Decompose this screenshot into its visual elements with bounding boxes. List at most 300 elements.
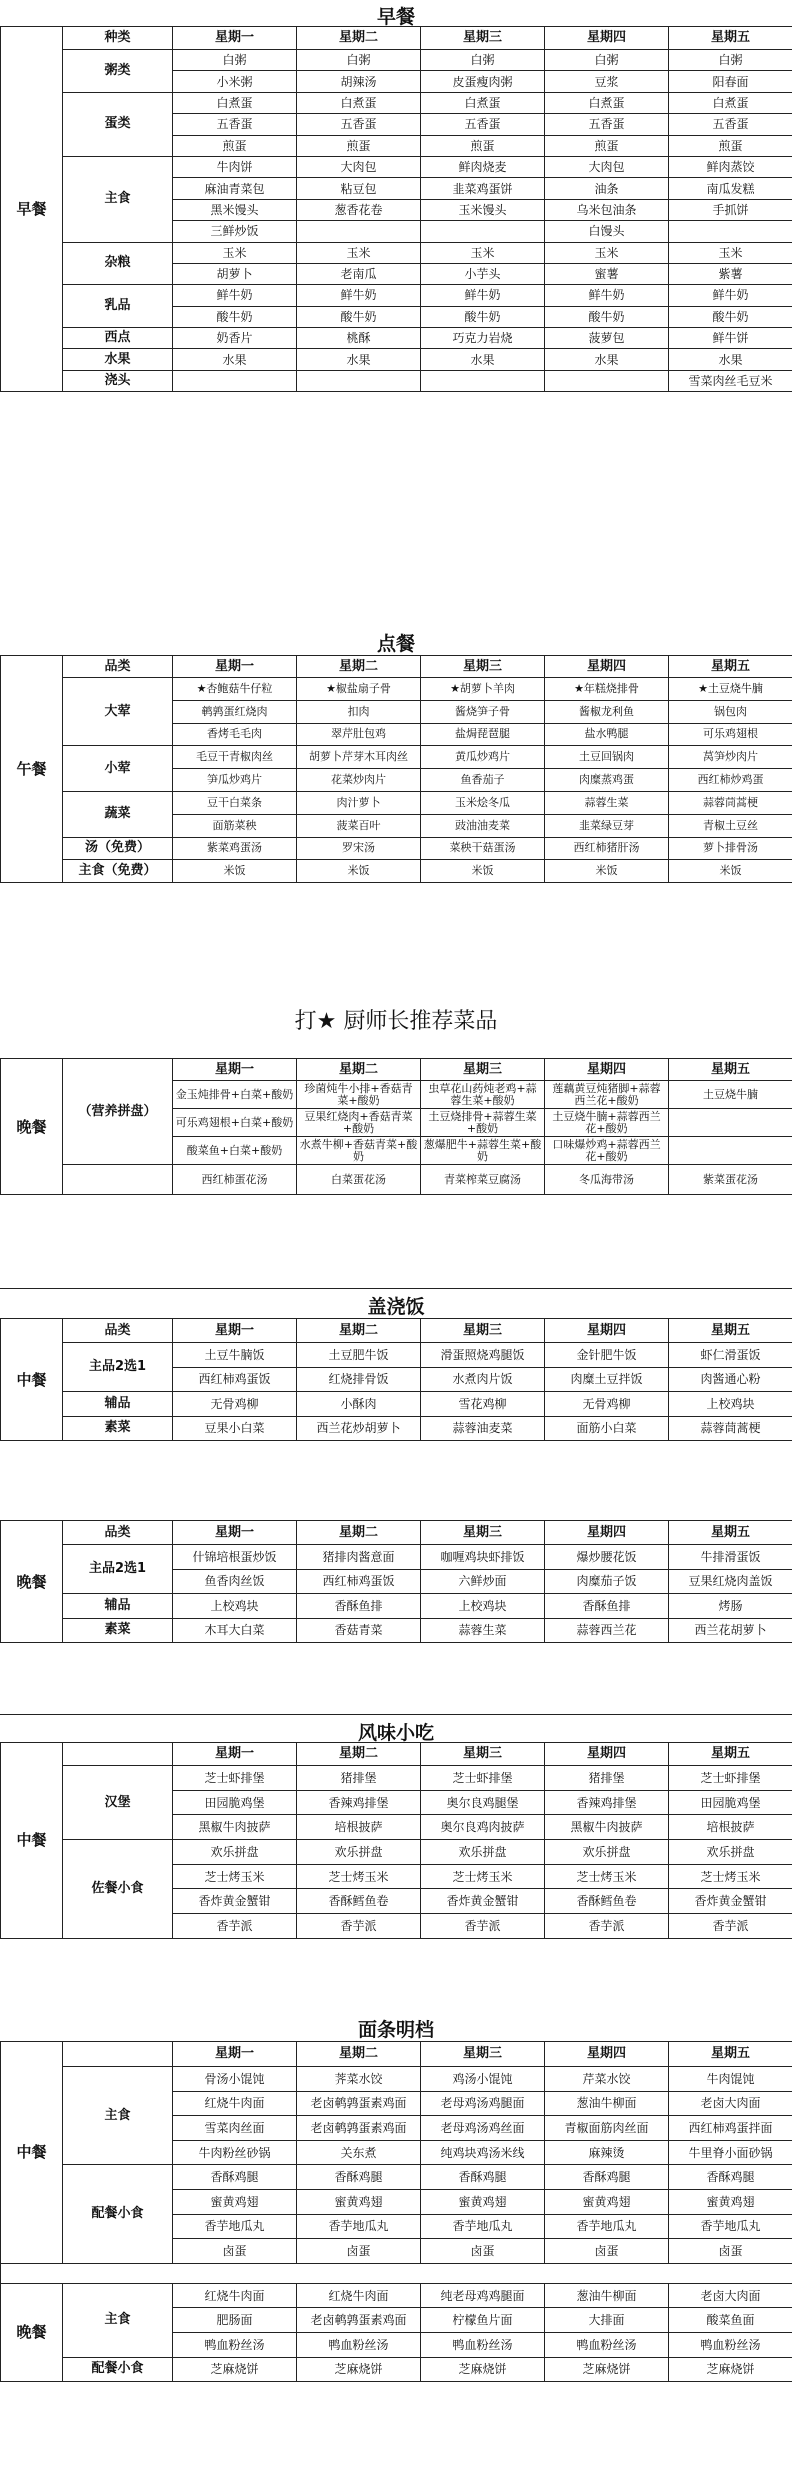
category-cell: 主食 (63, 156, 173, 242)
menu-item-cell: 珍菌炖牛小排+香菇青菜+酸奶 (297, 1081, 421, 1109)
day-header: 星期二 (297, 1319, 421, 1343)
menu-item-cell: 盐焗琵琶腿 (421, 723, 545, 746)
header-row (1, 656, 792, 678)
menu-item-cell: 五香蛋 (297, 114, 421, 135)
category-cell: 主品2选1 (63, 1545, 173, 1594)
meal-label: 中餐 (1, 1319, 63, 1441)
menu-item-cell: 莲藕黄豆炖猪脚+蒜蓉西兰花+酸奶 (545, 1081, 669, 1109)
menu-item-cell: 豆果红烧肉盖饭 (669, 1569, 792, 1594)
day-header: 星期五 (669, 2042, 792, 2067)
category-cell: 素菜 (63, 1416, 173, 1441)
menu-item-cell: 香芋派 (297, 1914, 421, 1939)
header-row (1, 27, 792, 50)
menu-item-cell: 蒜蓉油麦菜 (421, 1416, 545, 1441)
menu-item-cell: 西红柿猪肝汤 (545, 837, 669, 860)
day-header: 星期三 (421, 1743, 545, 1766)
menu-item-cell: 芝士烤玉米 (297, 1864, 421, 1889)
menu-item-cell: 土豆烧排骨+蒜蓉生菜+酸奶 (421, 1109, 545, 1137)
menu-item-cell: 豉油油麦菜 (421, 814, 545, 837)
menu-item-cell: 鲜牛奶 (297, 285, 421, 306)
menu-item-cell: 黑椒牛肉披萨 (173, 1815, 297, 1840)
menu-item-cell: 水果 (669, 349, 792, 370)
menu-item-cell: 牛肉饼 (173, 156, 297, 177)
gaijiao-top-rule (0, 1288, 792, 1290)
menu-item-cell: 手抓饼 (669, 199, 792, 220)
menu-item-cell: 土豆肥牛饭 (297, 1343, 421, 1368)
menu-item-cell: 咖喱鸡块虾排饭 (421, 1545, 545, 1570)
menu-item-cell: 水煮肉片饭 (421, 1367, 545, 1392)
menu-item-cell: 香酥鸡腿 (421, 2165, 545, 2190)
spacer-cell (1, 2263, 792, 2283)
day-header: 星期二 (297, 1059, 421, 1081)
menu-item-cell: 芝士虾排堡 (669, 1766, 792, 1791)
menu-item-cell: 葱油牛柳面 (545, 2283, 669, 2308)
menu-item-cell: 玉米 (545, 242, 669, 263)
menu-item-cell: 煎蛋 (297, 135, 421, 156)
menu-item-cell: 奥尔良鸡腿堡 (421, 1790, 545, 1815)
day-header: 星期四 (545, 1743, 669, 1766)
menu-item-cell: 雪花鸡柳 (421, 1392, 545, 1417)
menu-item-cell: 肥肠面 (173, 2308, 297, 2333)
day-header: 星期三 (421, 1521, 545, 1545)
menu-item-cell: 上校鸡块 (173, 1594, 297, 1619)
meal-label: 中餐 (1, 2042, 63, 2264)
menu-item-cell: 酸牛奶 (297, 306, 421, 327)
menu-item-cell: 鲜牛奶 (173, 285, 297, 306)
menu-item-cell: 豆浆 (545, 71, 669, 92)
day-header: 星期五 (669, 1059, 792, 1081)
menu-item-cell: 酸菜鱼面 (669, 2308, 792, 2333)
menu-item-cell: 罗宋汤 (297, 837, 421, 860)
menu-item-cell: 西红柿鸡蛋拌面 (669, 2116, 792, 2141)
menu-item-cell: 葱油牛柳面 (545, 2091, 669, 2116)
menu-item-cell: 葱香花卷 (297, 199, 421, 220)
category-cell: 粥类 (63, 50, 173, 93)
menu-item-cell: 芝士烤玉米 (545, 1864, 669, 1889)
menu-item-cell: 金玉炖排骨+白菜+酸奶 (173, 1081, 297, 1109)
menu-item-cell: 香芋地瓜丸 (545, 2214, 669, 2239)
menu-item-cell: 红烧牛肉面 (173, 2283, 297, 2308)
menu-item-cell: 上校鸡块 (421, 1594, 545, 1619)
menu-item-cell: 芝士虾排堡 (173, 1766, 297, 1791)
snack-table (0, 1742, 792, 1939)
menu-item-cell: 玉米 (173, 242, 297, 263)
menu-item-cell: 可乐鸡翅根 (669, 723, 792, 746)
menu-item-cell: 肉糜蒸鸡蛋 (545, 769, 669, 792)
menu-item-cell: 鲜牛奶 (669, 285, 792, 306)
menu-item-cell: 青椒土豆丝 (669, 814, 792, 837)
day-header: 星期一 (173, 1743, 297, 1766)
menu-item-cell (297, 221, 421, 242)
menu-item-cell: 土豆烧牛腩+蒜蓉西兰花+酸奶 (545, 1109, 669, 1137)
category-header (63, 2042, 173, 2067)
table-row (1, 678, 792, 701)
menu-item-cell: 小米粥 (173, 71, 297, 92)
menu-item-cell: 豆果小白菜 (173, 1416, 297, 1441)
menu-item-cell: 无骨鸡柳 (173, 1392, 297, 1417)
menu-item-cell: 蜜黄鸡翅 (297, 2189, 421, 2214)
category-header: 种类 (63, 27, 173, 50)
menu-item-cell: 无骨鸡柳 (545, 1392, 669, 1417)
menu-item-cell: 蒜蓉西兰花 (545, 1618, 669, 1643)
menu-item-cell (421, 221, 545, 242)
table-row (1, 746, 792, 769)
menu-item-cell: 酸牛奶 (421, 306, 545, 327)
menu-item-cell: 酸牛奶 (173, 306, 297, 327)
menu-item-cell: 蒜蓉茼蒿梗 (669, 1416, 792, 1441)
star-icon: ★ (316, 1009, 337, 1034)
day-header: 星期三 (421, 2042, 545, 2067)
menu-item-cell: 五香蛋 (669, 114, 792, 135)
menu-item-cell: 芝士烤玉米 (669, 1864, 792, 1889)
header-row (1, 1521, 792, 1545)
table-row (1, 1165, 792, 1195)
menu-item-cell: 胡辣汤 (297, 71, 421, 92)
menu-item-cell: 水煮牛柳+香菇青菜+酸奶 (297, 1137, 421, 1165)
menu-item-cell: 白粥 (669, 50, 792, 71)
day-header: 星期一 (173, 656, 297, 678)
menu-item-cell: 香辣鸡排堡 (545, 1790, 669, 1815)
menu-item-cell: 欢乐拼盘 (545, 1840, 669, 1865)
gaijiao-title: 盖浇饭 (367, 1296, 425, 1318)
dish-table (0, 655, 792, 883)
menu-item-cell: 蒜蓉茼蒿梗 (669, 791, 792, 814)
menu-item-cell: 玉米 (297, 242, 421, 263)
gaijiao-dinner-table (0, 1520, 792, 1643)
category-cell: 素菜 (63, 1618, 173, 1643)
day-header: 星期一 (173, 27, 297, 50)
menu-item-cell: 猪排堡 (297, 1766, 421, 1791)
menu-item-cell: 口味爆炒鸡+蒜蓉西兰花+酸奶 (545, 1137, 669, 1165)
menu-item-cell: 蜜薯 (545, 263, 669, 284)
menu-item-cell: 芝麻烧饼 (173, 2357, 297, 2382)
menu-item-cell: 牛排滑蛋饭 (669, 1545, 792, 1570)
menu-item-cell: 卤蛋 (545, 2239, 669, 2264)
category-cell: 小荤 (63, 746, 173, 792)
day-header: 星期四 (545, 1319, 669, 1343)
category-cell: 主食 (63, 2067, 173, 2165)
menu-item-cell: 香菇青菜 (297, 1618, 421, 1643)
menu-item-cell: 萝卜排骨汤 (669, 837, 792, 860)
menu-item-cell: 猪排肉酱意面 (297, 1545, 421, 1570)
menu-item-cell: 虾仁滑蛋饭 (669, 1343, 792, 1368)
menu-item-cell: 老卤鹌鹑蛋素鸡面 (297, 2308, 421, 2333)
menu-item-cell: 雪菜肉丝毛豆米 (669, 370, 792, 391)
table-row (1, 1840, 792, 1865)
category-cell: 配餐小食 (63, 2357, 173, 2382)
menu-item-cell: ★椒盐扇子骨 (297, 678, 421, 701)
chef-recommend-banner (0, 1004, 792, 1035)
menu-item-cell: 白菜蛋花汤 (297, 1165, 421, 1195)
menu-item-cell: 老南瓜 (297, 263, 421, 284)
menu-item-cell: 黑椒牛肉披萨 (545, 1815, 669, 1840)
menu-item-cell: 鸭血粉丝汤 (173, 2332, 297, 2357)
day-header: 星期二 (297, 656, 421, 678)
menu-item-cell: 皮蛋瘦肉粥 (421, 71, 545, 92)
menu-item-cell: 粘豆包 (297, 178, 421, 199)
menu-item-cell: 韭菜鸡蛋饼 (421, 178, 545, 199)
category-cell: 蛋类 (63, 92, 173, 156)
menu-item-cell: 米饭 (669, 860, 792, 883)
day-header: 星期二 (297, 1743, 421, 1766)
menu-item-cell: 牛肉粉丝砂锅 (173, 2140, 297, 2165)
menu-item-cell: 老卤大肉面 (669, 2091, 792, 2116)
menu-item-cell: 芝麻烧饼 (421, 2357, 545, 2382)
category-cell: 杂粮 (63, 242, 173, 285)
menu-item-cell: 鸭血粉丝汤 (421, 2332, 545, 2357)
menu-item-cell: 水果 (173, 349, 297, 370)
menu-item-cell: 西兰花炒胡萝卜 (297, 1416, 421, 1441)
menu-item-cell: 阳春面 (669, 71, 792, 92)
menu-item-cell: 乌米包油条 (545, 199, 669, 220)
day-header: 星期五 (669, 656, 792, 678)
menu-item-cell: 香酥鸡腿 (173, 2165, 297, 2190)
menu-item-cell: 卤蛋 (297, 2239, 421, 2264)
menu-item-cell: 鸭血粉丝汤 (669, 2332, 792, 2357)
menu-item-cell: 木耳大白菜 (173, 1618, 297, 1643)
spacer-row (1, 2263, 792, 2283)
header-row (1, 2042, 792, 2067)
category-cell: 西点 (63, 328, 173, 349)
menu-item-cell: 关东煮 (297, 2140, 421, 2165)
meal-label: 晚餐 (1, 1521, 63, 1643)
menu-item-cell: 蒜蓉生菜 (421, 1618, 545, 1643)
menu-item-cell: 麻辣烫 (545, 2140, 669, 2165)
day-header: 星期二 (297, 1521, 421, 1545)
menu-item-cell: ★土豆烧牛腩 (669, 678, 792, 701)
menu-item-cell: 五香蛋 (421, 114, 545, 135)
day-header: 星期四 (545, 1059, 669, 1081)
menu-item-cell (173, 370, 297, 391)
menu-item-cell (545, 370, 669, 391)
menu-item-cell: 米饭 (545, 860, 669, 883)
table-row (1, 791, 792, 814)
menu-item-cell: 盐水鸭腿 (545, 723, 669, 746)
day-header: 星期三 (421, 1059, 545, 1081)
day-header: 星期五 (669, 1743, 792, 1766)
menu-item-cell: 柠檬鱼片面 (421, 2308, 545, 2333)
menu-item-cell: 什锦培根蛋炒饭 (173, 1545, 297, 1570)
category-cell: 乳品 (63, 285, 173, 328)
category-cell: 主品2选1 (63, 1343, 173, 1392)
menu-item-cell: 面筋菜秧 (173, 814, 297, 837)
menu-item-cell: 菠菜百叶 (297, 814, 421, 837)
menu-item-cell: 土豆烧牛腩 (669, 1081, 792, 1109)
menu-item-cell: 鲜牛奶 (545, 285, 669, 306)
menu-item-cell: 鱼香茄子 (421, 769, 545, 792)
menu-item-cell: 白粥 (173, 50, 297, 71)
menu-item-cell: 煎蛋 (173, 135, 297, 156)
snack-top-rule (0, 1714, 792, 1716)
menu-item-cell: 蜜黄鸡翅 (669, 2189, 792, 2214)
category-cell: （营养拼盘） (63, 1059, 173, 1165)
table-row (1, 1416, 792, 1441)
menu-item-cell: 田园脆鸡堡 (669, 1790, 792, 1815)
menu-item-cell: 芝士虾排堡 (421, 1766, 545, 1791)
day-header: 星期二 (297, 2042, 421, 2067)
menu-item-cell: 纯老母鸡鸡腿面 (421, 2283, 545, 2308)
menu-item-cell: 老母鸡汤鸡腿面 (421, 2091, 545, 2116)
menu-item-cell: 土豆牛腩饭 (173, 1343, 297, 1368)
table-row (1, 837, 792, 860)
category-cell: 蔬菜 (63, 791, 173, 837)
table-row (1, 92, 792, 113)
category-cell: 大荤 (63, 678, 173, 746)
category-cell: 主食（免费） (63, 860, 173, 883)
menu-item-cell: 香芋派 (545, 1914, 669, 1939)
header-row (1, 1059, 792, 1081)
menu-item-cell: 五香蛋 (173, 114, 297, 135)
menu-item-cell: ★年糕烧排骨 (545, 678, 669, 701)
menu-item-cell: 老卤大肉面 (669, 2283, 792, 2308)
menu-item-cell (297, 370, 421, 391)
menu-item-cell: 酸牛奶 (545, 306, 669, 327)
menu-item-cell: 扣肉 (297, 700, 421, 723)
menu-item-cell: 蒜蓉生菜 (545, 791, 669, 814)
menu-item-cell: 五香蛋 (545, 114, 669, 135)
menu-item-cell: 大肉包 (545, 156, 669, 177)
day-header: 星期五 (669, 1521, 792, 1545)
menu-item-cell: 油条 (545, 178, 669, 199)
menu-item-cell: 红烧牛肉面 (173, 2091, 297, 2116)
banner-text: 厨师长推荐菜品 (343, 1009, 498, 1034)
menu-item-cell: 欢乐拼盘 (173, 1840, 297, 1865)
menu-item-cell: 芹菜水饺 (545, 2067, 669, 2092)
menu-item-cell: 小芋头 (421, 263, 545, 284)
menu-item-cell: 玉米烩冬瓜 (421, 791, 545, 814)
menu-item-cell: 三鲜炒饭 (173, 221, 297, 242)
menu-item-cell: 卤蛋 (173, 2239, 297, 2264)
menu-item-cell: 水果 (297, 349, 421, 370)
menu-item-cell: 卤蛋 (669, 2239, 792, 2264)
dinner-table (0, 1058, 792, 1195)
menu-item-cell: 鲜牛奶 (421, 285, 545, 306)
noodle-title: 面条明档 (357, 2019, 434, 2041)
category-header: 品类 (63, 1521, 173, 1545)
menu-item-cell: 花菜炒肉片 (297, 769, 421, 792)
menu-item-cell: 香芋地瓜丸 (297, 2214, 421, 2239)
menu-item-cell: 酸菜鱼+白菜+酸奶 (173, 1137, 297, 1165)
menu-item-cell: 白粥 (297, 50, 421, 71)
menu-item-cell: 香酥鳕鱼卷 (297, 1889, 421, 1914)
table-row (1, 1343, 792, 1368)
menu-item-cell: 胡萝卜 (173, 263, 297, 284)
menu-item-cell: 欢乐拼盘 (297, 1840, 421, 1865)
table-row (1, 349, 792, 370)
menu-item-cell: 玉米 (669, 242, 792, 263)
table-row (1, 242, 792, 263)
gaijiao-lunch-section (0, 1318, 792, 1441)
category-header: 品类 (63, 656, 173, 678)
menu-item-cell: 玉米 (421, 242, 545, 263)
day-header: 星期三 (421, 1319, 545, 1343)
menu-item-cell: ★胡萝卜羊肉 (421, 678, 545, 701)
menu-item-cell: 鹌鹑蛋红烧肉 (173, 700, 297, 723)
menu-item-cell: 鱼香肉丝饭 (173, 1569, 297, 1594)
menu-item-cell: 白煮蛋 (421, 92, 545, 113)
day-header: 星期三 (421, 656, 545, 678)
menu-item-cell: 香芋地瓜丸 (173, 2214, 297, 2239)
table-row (1, 1594, 792, 1619)
category-cell (63, 1165, 173, 1195)
menu-item-cell: 菜秧干菇蛋汤 (421, 837, 545, 860)
menu-item-cell: 香炸黄金蟹钳 (669, 1889, 792, 1914)
day-header: 星期一 (173, 2042, 297, 2067)
meal-label: 午餐 (1, 656, 63, 883)
menu-item-cell: 烤肠 (669, 1594, 792, 1619)
menu-item-cell: 锅包肉 (669, 700, 792, 723)
header-row (1, 1319, 792, 1343)
snack-title: 风味小吃 (357, 1722, 434, 1744)
day-header: 星期一 (173, 1319, 297, 1343)
menu-item-cell: 水果 (545, 349, 669, 370)
menu-item-cell: 香酥鸡腿 (545, 2165, 669, 2190)
menu-item-cell: 老卤鹌鹑蛋素鸡面 (297, 2116, 421, 2141)
noodle-table (0, 2041, 792, 2382)
day-header: 星期四 (545, 656, 669, 678)
day-header: 星期一 (173, 1521, 297, 1545)
breakfast-section (0, 26, 792, 392)
menu-item-cell: 鸡汤小馄饨 (421, 2067, 545, 2092)
menu-item-cell: 老母鸡汤鸡丝面 (421, 2116, 545, 2141)
menu-item-cell: 黑米馒头 (173, 199, 297, 220)
meal-label: 中餐 (1, 1743, 63, 1939)
menu-item-cell: 奥尔良鸡肉披萨 (421, 1815, 545, 1840)
menu-item-cell: 芝士烤玉米 (173, 1864, 297, 1889)
menu-item-cell: 卤蛋 (421, 2239, 545, 2264)
menu-item-cell: 小酥肉 (297, 1392, 421, 1417)
day-header: 星期五 (669, 1319, 792, 1343)
menu-item-cell: 鲜肉烧麦 (421, 156, 545, 177)
dish-title: 点餐 (376, 633, 415, 655)
meal-label: 早餐 (1, 27, 63, 392)
menu-item-cell: 田园脆鸡堡 (173, 1790, 297, 1815)
menu-item-cell: 煎蛋 (669, 135, 792, 156)
menu-item-cell: 骨汤小馄饨 (173, 2067, 297, 2092)
menu-item-cell: 红烧排骨饭 (297, 1367, 421, 1392)
menu-item-cell: 面筋小白菜 (545, 1416, 669, 1441)
table-row (1, 50, 792, 71)
menu-item-cell: 香辣鸡排堡 (297, 1790, 421, 1815)
menu-item-cell: 荠菜水饺 (297, 2067, 421, 2092)
noodle-section (0, 2041, 792, 2382)
menu-item-cell: 蜜黄鸡翅 (545, 2189, 669, 2214)
category-cell: 汉堡 (63, 1766, 173, 1840)
menu-item-cell: 芝麻烧饼 (669, 2357, 792, 2382)
menu-item-cell: 蜜黄鸡翅 (173, 2189, 297, 2214)
menu-item-cell: 香芋地瓜丸 (421, 2214, 545, 2239)
menu-item-cell: 雪菜肉丝面 (173, 2116, 297, 2141)
menu-item-cell: 菠萝包 (545, 328, 669, 349)
menu-item-cell: 香烤毛毛肉 (173, 723, 297, 746)
menu-item-cell: 蜜黄鸡翅 (421, 2189, 545, 2214)
menu-item-cell: 西红柿炒鸡蛋 (669, 769, 792, 792)
menu-item-cell: 白粥 (545, 50, 669, 71)
category-cell: 配餐小食 (63, 2165, 173, 2263)
menu-item-cell: 米饭 (173, 860, 297, 883)
menu-item-cell: 紫菜蛋花汤 (669, 1165, 792, 1195)
menu-item-cell: ★杏鲍菇牛仔粒 (173, 678, 297, 701)
menu-item-cell: 奶香片 (173, 328, 297, 349)
menu-item-cell: 紫菜鸡蛋汤 (173, 837, 297, 860)
menu-item-cell: 纯鸡块鸡汤米线 (421, 2140, 545, 2165)
menu-item-cell: 芝士烤玉米 (421, 1864, 545, 1889)
menu-item-cell: 香芋派 (173, 1914, 297, 1939)
menu-item-cell: 香酥鱼排 (545, 1594, 669, 1619)
banner-prefix: 打 (294, 1009, 317, 1034)
menu-item-cell: 肉糜土豆拌饭 (545, 1367, 669, 1392)
category-cell: 汤（免费） (63, 837, 173, 860)
